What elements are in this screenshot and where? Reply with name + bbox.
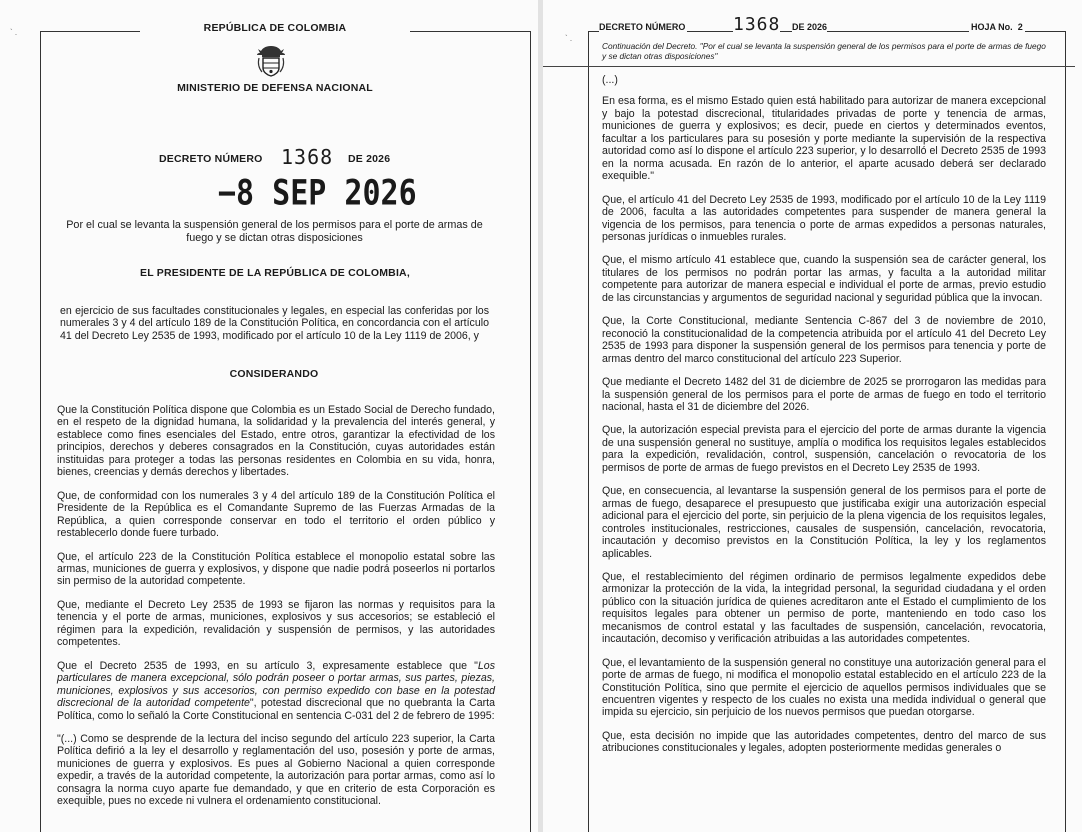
scan-mark: ` . bbox=[10, 28, 18, 37]
decree-year: DE 2026 bbox=[348, 153, 391, 165]
quote-outro: ", potestad discrecional que no quebranta la Carta Política, como lo señaló la Corte Constitucional en sentencia C-031 del 2 de febrero de 1995: bbox=[57, 697, 495, 722]
court-quote: "(...) Como se desprende de la lectura del inciso segundo del artículo 223 superior, la Carta Política defirió a la ley el desarrollo y reglamentación del uso, posesión y porte de armas, municiones de guerra y explosivos. Es pues al Gobierno Nacional a quien corresponde expedir, a través de la autoridad competente, la autorización para portar armas, como así lo consagra la norma cuyo aparte fue demandado, y que en criterio de esta Corporación es exequible, pues no excede ni vulnera el ordenamiento constitucional. bbox=[57, 732, 495, 808]
consideration-paragraph: Que, la autorización especial prevista para el ejercicio del porte de armas durante la vigencia de una suspensión general no sustituye, amplía o modifica los requisitos legales establecidos para la expedición, revalidación, control, suspensión, cancelación o revocatoria de los permisos de porte de armas de fuego previstos en el Decreto Ley 2535 de 1993. bbox=[602, 424, 1046, 474]
powers-paragraph: en ejercicio de sus facultades constitucionales y legales, en especial las conferidas por los numerales 3 y 4 del artículo 189 de la Constitución Política, en concordancia con el artículo 41 del Decreto Ley 2535 de 1993, modificado por el artículo 10 de la Ley 1119 de 2006, y bbox=[60, 305, 489, 342]
consideration-paragraph: Que, en consecuencia, al levantarse la suspensión general de los permisos para el porte de armas de fuego, desaparece el presupuesto que justificaba exigir una autorización especial adicional para el ejercicio del porte, sin perjuicio de la plena vigencia de los requisitos legales, controles institucionales, restricciones, causales de suspensión, cancelación, revocatoria, incautación y decomiso previstos en la Constitución Política, la ley y los reglamentos aplicables. bbox=[602, 485, 1046, 560]
coat-of-arms-icon bbox=[255, 44, 287, 78]
sheet-label bbox=[969, 22, 1025, 32]
consideration-paragraph: Que, el levantamiento de la suspensión general no constituye una autorización general para el porte de armas de fuego, ni modifica el monopolio estatal establecido en el artículo 223 de la Constitución Política, sino que permite el ejercicio de aquellos permisos individuales que se encuentren vigentes y respecto de los cuales no exista una medida individual o general que impida su ejercicio, sin perjuicio de los nuevos permisos que puedan otorgarse. bbox=[602, 656, 1046, 719]
consideration-paragraph: Que, el mismo artículo 41 establece que, cuando la suspensión sea de carácter general, los titulares de los permisos no podrán portar las armas, y faculta a la autoridad militar competente para autorizar de manera especial e individual el porte de armas, previo estudio de las circunstancias y argumentos de seguridad nacional y seguridad pública que la invocan. bbox=[602, 254, 1046, 304]
decree-number-label: DECRETO NÚMERO bbox=[599, 22, 686, 32]
scan-mark: ` . bbox=[565, 34, 573, 43]
header-rule bbox=[543, 66, 1075, 67]
quote-intro: Que el Decreto 2535 de 1993, en su artículo 3, expresamente establece que " bbox=[57, 659, 478, 672]
decree-page-2 bbox=[543, 0, 1082, 832]
consideration-paragraph: Que, esta decisión no impide que las autoridades competentes, dentro del marco de sus atribuciones constitucionales y legales, adopten posteriormente medidas generales o bbox=[602, 729, 1046, 755]
considerations-left bbox=[57, 404, 495, 819]
president-heading: EL PRESIDENTE DE LA REPÚBLICA DE COLOMBIA, bbox=[140, 267, 410, 279]
consideration-paragraph: Que mediante el Decreto 1482 del 31 de diciembre de 2025 se prorrogaron las medidas para la suspensión general de los permisos para el porte de armas de fuego en todo el territorio nacional, hasta el 31 de diciembre del 2026. bbox=[602, 376, 1046, 413]
consideration-paragraph bbox=[57, 660, 495, 722]
consideration-paragraph: Que la Constitución Política dispone que Colombia es un Estado Social de Derecho fundado, en el respeto de la dignidad humana, la solidaridad y la prevalencia del interés general, y establece como fines esenciales del Estado, entre otros, garantizar la efectividad de los principios, derechos y deberes consagrados en la Constitución, cuyas autoridades están instituidas para proteger a todas las personas residentes en Colombia en su vida, honra, bienes, creencias y demás derechos y libertades. bbox=[57, 404, 495, 479]
decree-number: 1368 bbox=[733, 14, 781, 35]
ellipsis: (...) bbox=[602, 74, 618, 86]
continuation-text: Continuación del Decreto. "Por el cual se levanta la suspensión general de los permisos para el porte de armas de fuego y se dictan otras disposiciones" bbox=[602, 41, 1046, 61]
date-stamp: −8 SEP 2026 bbox=[218, 173, 417, 214]
consideration-paragraph: Que, mediante el Decreto Ley 2535 de 1993 se fijaron las normas y requisitos para la tenencia y el porte de armas, municiones, explosivos y sus accesorios; se estableció el régimen para la expedición, revalidación y suspensión de permisos, y las autoridades competentes. bbox=[57, 598, 495, 649]
sheet-number: 2 bbox=[1017, 22, 1023, 32]
consideration-paragraph: Que, el restablecimiento del régimen ordinario de permisos legalmente expedidos debe armonizar la protección de la vida, la integridad personal, la seguridad ciudadana y el orden público con la situación jurídica de quienes acreditaron ante el Estado el cumplimiento de los requisitos legales para obtener un permiso de porte, manteniendo en todo caso los mecanismos de control estatal y las facultades de suspensión, cancelación, revocatoria, incautación, decomiso y verificación atribuidas a las autoridades competentes. bbox=[602, 570, 1046, 646]
consideration-paragraph: Que, de conformidad con los numerales 3 y 4 del artículo 189 de la Constitución Política el Presidente de la República es el Comandante Supremo de las Fuerzas Armadas de la República, a quien corresponde conservar en todo el territorio el orden público y restablecerlo donde fuere turbado. bbox=[57, 489, 495, 540]
decree-year: DE 2026 bbox=[792, 22, 828, 32]
decree-subject: Por el cual se levanta la suspensión general de los permisos para el porte de armas de fuego y se dictan otras disposiciones bbox=[66, 219, 483, 244]
considering-heading: CONSIDERANDO bbox=[229, 368, 319, 380]
consideration-paragraph: Que, la Corte Constitucional, mediante Sentencia C-867 del 3 de noviembre de 2010, reconoció la constitucionalidad de la competencia atribuida por el artículo 41 del Decreto Ley 2535 de 1993 para disponer la suspensión general de los permisos para tenencia y porte de armas dentro del marco constitucional del artículo 223 Superior. bbox=[602, 315, 1046, 365]
country-header: REPÚBLICA DE COLOMBIA bbox=[140, 22, 410, 34]
consideration-paragraph: Que, el artículo 223 de la Constitución Política establece el monopolio estatal sobre las armas, municiones de guerra y explosivos, y dispone que nadie podrá poseerlos ni portarlos sin permiso de la autoridad competente. bbox=[57, 550, 495, 588]
sheet-label-text: HOJA No. bbox=[971, 22, 1013, 32]
decree-page-1 bbox=[0, 0, 538, 832]
considerations-right bbox=[602, 74, 1046, 766]
ministry-title: MINISTERIO DE DEFENSA NACIONAL bbox=[177, 82, 373, 94]
continuation-note bbox=[602, 41, 1048, 61]
decree-number-label: DECRETO NÚMERO bbox=[159, 153, 263, 165]
court-quote-continued: En esa forma, es el mismo Estado quien está habilitado para autorizar de manera excepcional y bajo la potestad discrecional, titularidades privadas de porte y tenencia de armas, municiones de guerra y explosivos; es decir, puede en ciertos y determinados eventos, facultar a los particulares para su posesión y porte mediante la supervisión de la respectiva autoridad como así lo dispone el artículo 223 superior, y lo desarrolló el Decreto 2535 de 1993 en la norma acusada. En razón de lo anterior, el aparte acusado deberá ser declarado exequible." bbox=[602, 95, 1046, 183]
quoted-article: Los particulares de manera excepcional, sólo podrán poseer o portar armas, sus partes, piezas, municiones, explosivos y sus accesorios, con permiso expedido con base en la potestad discrecional de la autoridad competente bbox=[57, 659, 495, 710]
decree-number: 1368 bbox=[281, 145, 334, 169]
consideration-paragraph: Que, el artículo 41 del Decreto Ley 2535 de 1993, modificado por el artículo 10 de la Ley 1119 de 2006, faculta a las autoridades competentes para suspender de manera general la vigencia de los permisos, para tenencia o porte de armas expedidos a personas naturales, personas jurídicas o inmuebles rurales. bbox=[602, 193, 1046, 243]
